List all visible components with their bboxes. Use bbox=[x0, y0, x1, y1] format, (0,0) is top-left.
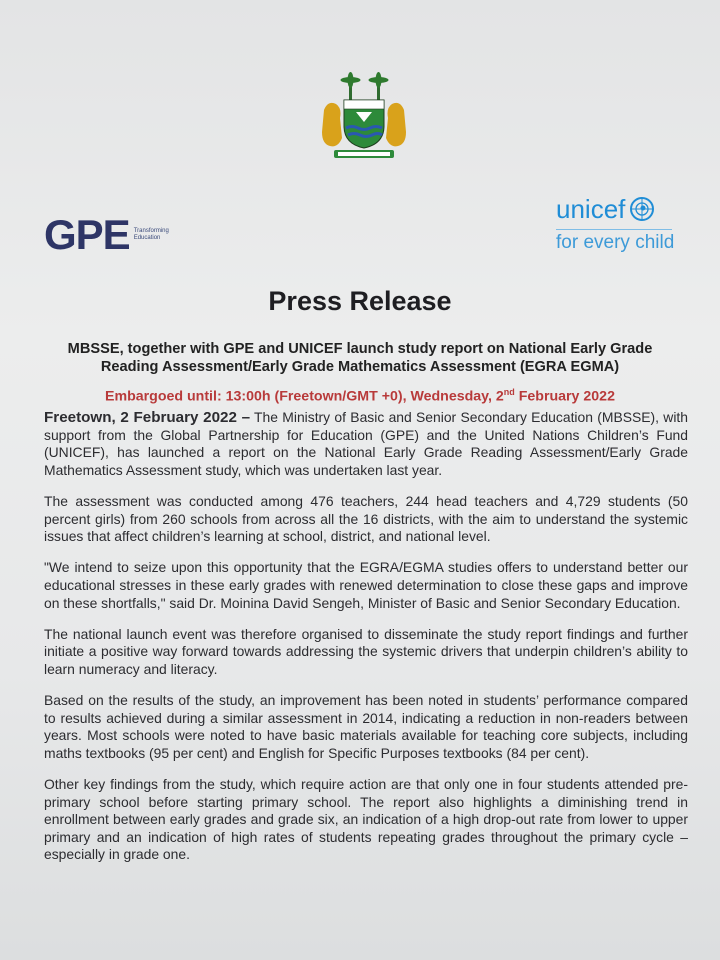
press-release-body bbox=[44, 409, 688, 878]
embargo-date-suffix: nd bbox=[503, 387, 515, 397]
paragraph-intro-text: The Ministry of Basic and Senior Secondary Education (MBSSE), with support from the Global Partnership for Education (GPE) and the United Nations Children’s Fund (UNICEF), has launched a report on the National Early Grade Reading Assessment/Early Grade Mathematics Assessment study, which was undertaken last year. bbox=[44, 409, 688, 478]
embargo-notice bbox=[40, 387, 680, 405]
paragraph-key-findings: Other key findings from the study, which require action are that only one in four students attended pre-primary school before starting primary school. The report also highlights a diminishing trend in enrollment between early grades and grade six, an indication of a high drop-out rate from lower to upper primary and an indication of high rates of students repeating grades throughout the primary cycle – especially in grade one. bbox=[44, 776, 688, 863]
dateline: Freetown, 2 February 2022 – bbox=[44, 409, 251, 426]
paragraph-launch-event: The national launch event was therefore organised to disseminate the study report findings and further initiate a positive way forward towards addressing the systemic drivers that underpin children’s ability to learn numeracy and literacy. bbox=[44, 625, 688, 677]
embargo-text-end: February 2022 bbox=[514, 388, 615, 405]
gpe-logo bbox=[44, 211, 182, 258]
unicef-logo-name: unicef bbox=[556, 194, 626, 224]
sierra-leone-coat-of-arms-icon bbox=[316, 70, 412, 166]
page-title: Press Release bbox=[268, 286, 452, 316]
gpe-logo-letters: GPE bbox=[44, 211, 130, 258]
unicef-logo-tagline: for every child bbox=[556, 232, 675, 253]
paragraph-results: Based on the results of the study, an improvement has been noted in students’ performance compared to results achieved during a similar assessment in 2014, indicating a reduction in non-readers between years. Most schools were noted to have basic materials available for teaching core subjects, including maths textbooks (95 per cent) and English for Specific Purposes textbooks (84 per cent). bbox=[44, 692, 688, 761]
unicef-emblem-icon bbox=[629, 196, 655, 222]
press-release-headline: MBSSE, together with GPE and UNICEF launch study report on National Early Grade Reading Assessment/Early Grade Mathematics Assessment (EGRA EGMA) bbox=[67, 341, 653, 375]
embargo-text: Embargoed until: 13:00h (Freetown/GMT +0), Wednesday, 2 bbox=[105, 388, 504, 405]
paragraph-quote: "We intend to seize upon this opportunity that the EGRA/EGMA studies offers to understand better our educational stresses in these early grades with renewed determination to close these gaps and improve on these shortfalls," said Dr. Moinina David Sengeh, Minister of Basic and Senior Secondary Education. bbox=[44, 559, 688, 611]
paragraph-assessment: The assessment was conducted among 476 teachers, 244 head teachers and 4,729 students (50 percent girls) from 260 schools from across all the 16 districts, with the aim to understand the systemic issues that affect children’s learning at school, district, and national level. bbox=[44, 492, 688, 545]
paragraph-intro bbox=[44, 409, 688, 479]
gpe-logo-tagline: Transforming Education bbox=[133, 228, 169, 241]
unicef-logo bbox=[556, 194, 686, 254]
unicef-divider bbox=[556, 229, 672, 230]
